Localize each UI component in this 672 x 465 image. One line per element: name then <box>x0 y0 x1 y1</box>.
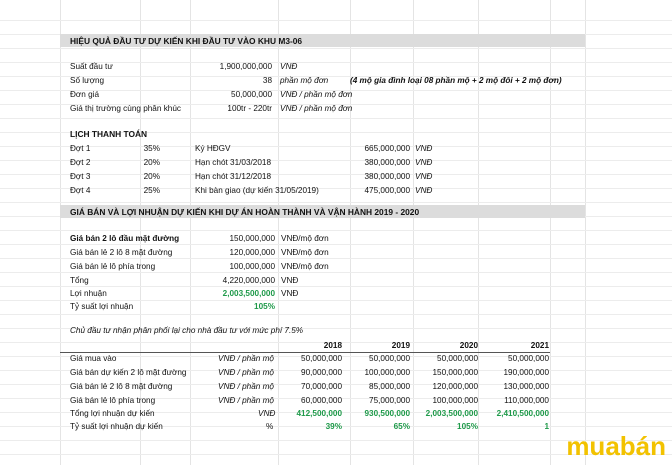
unit: VNĐ/mộ đơn <box>281 262 329 271</box>
cell: 50,000,000 <box>369 354 410 363</box>
value: 1,900,000,000 <box>219 62 272 71</box>
phase: Đợt 1 <box>70 144 91 153</box>
grid-line <box>278 0 279 465</box>
percent: 35% <box>143 144 160 153</box>
percent: 20% <box>143 158 160 167</box>
unit: phần mộ đơn <box>280 76 329 85</box>
grid-line <box>0 300 672 301</box>
cell: 412,500,000 <box>296 409 342 418</box>
unit: VNĐ / phần mộ <box>218 396 274 405</box>
label: Giá bán 2 lô đầu mặt đường <box>70 234 180 243</box>
label: Tỷ suất lợi nhuận dự kiến <box>70 422 163 431</box>
percent: 25% <box>143 186 160 195</box>
value: 100,000,000 <box>229 262 275 271</box>
label: Giá mua vào <box>70 354 117 363</box>
grid-line <box>478 0 479 465</box>
label: Giá bán lẻ 2 lô 8 mặt đường <box>70 382 173 391</box>
grid-line <box>0 314 672 315</box>
description: Hạn chót 31/03/2018 <box>195 158 272 167</box>
grid-line <box>0 20 672 21</box>
grid-line <box>350 0 351 465</box>
unit: VNĐ / phần mộ <box>218 354 274 363</box>
cell: 105% <box>457 422 478 431</box>
amount: 380,000,000 <box>364 158 410 167</box>
grid-line <box>0 230 672 231</box>
unit: VNĐ/mộ đơn <box>281 234 329 243</box>
phase: Đợt 2 <box>70 158 91 167</box>
grid-line <box>0 118 672 119</box>
grid-line <box>0 188 672 189</box>
amount: 665,000,000 <box>364 144 410 153</box>
value: 120,000,000 <box>229 248 275 257</box>
unit: VNĐ <box>415 158 433 167</box>
grid-line <box>0 146 672 147</box>
cell: 130,000,000 <box>503 382 549 391</box>
cell: 100,000,000 <box>432 396 478 405</box>
grid-line <box>0 286 672 287</box>
unit: VNĐ <box>280 62 298 71</box>
section-title: HIỆU QUẢ ĐẦU TƯ DỰ KIẾN KHI ĐẦU TƯ VÀO KHU M3-06 <box>70 36 303 46</box>
grid-line <box>413 0 414 465</box>
grid-line <box>0 272 672 273</box>
unit: VNĐ <box>415 172 433 181</box>
grid-line <box>0 258 672 259</box>
header-underline <box>60 352 550 353</box>
note: (4 mộ gia đình loại 08 phần mộ + 2 mộ đôi + 2 mộ đơn) <box>350 76 562 85</box>
year-header: 2018 <box>323 341 342 350</box>
section-title: GIÁ BÁN VÀ LỢI NHUẬN DỰ KIẾN KHI DỰ ÁN HOÀN THÀNH VÀ VẬN HÀNH 2019 - 2020 <box>70 207 420 217</box>
watermark-text: muabán <box>566 431 666 459</box>
value: 150,000,000 <box>229 234 275 243</box>
cell: 85,000,000 <box>369 382 410 391</box>
value: 100tr - 220tr <box>227 104 272 113</box>
section-title: LỊCH THANH TOÁN <box>70 129 148 139</box>
unit: VNĐ <box>281 276 299 285</box>
unit: VNĐ / phần mộ <box>218 368 274 377</box>
cell: 65% <box>393 422 410 431</box>
value: 105% <box>254 302 275 311</box>
grid-line <box>0 48 672 49</box>
distribution-note: Chủ đầu tư nhận phân phối lại cho nhà đầu tư với mức phí 7.5% <box>70 326 304 335</box>
cell: 75,000,000 <box>369 396 410 405</box>
grid-line <box>60 0 61 465</box>
value: 2,003,500,000 <box>222 289 275 298</box>
cell: 930,500,000 <box>364 409 410 418</box>
label: Tổng <box>70 276 89 285</box>
cell: 50,000,000 <box>437 354 478 363</box>
cell: 1 <box>544 422 549 431</box>
grid-line <box>550 0 551 465</box>
label: Số lượng <box>70 76 105 85</box>
grid-line <box>0 160 672 161</box>
cell: 120,000,000 <box>432 382 478 391</box>
percent: 20% <box>143 172 160 181</box>
cell: 50,000,000 <box>508 354 549 363</box>
label: Giá bán lẻ 2 lô 8 mặt đường <box>70 248 173 257</box>
label: Tỷ suất lợi nhuận <box>70 302 134 311</box>
phase: Đợt 3 <box>70 172 91 181</box>
cell: 39% <box>325 422 342 431</box>
grid-line <box>585 0 586 465</box>
unit: VNĐ / phần mộ <box>218 382 274 391</box>
amount: 380,000,000 <box>364 172 410 181</box>
label: Giá bán lẻ lô phía trong <box>70 396 156 405</box>
unit: VNĐ <box>258 409 276 418</box>
label: Giá bán lẻ lô phía trong <box>70 262 156 271</box>
grid-line <box>190 0 191 465</box>
description: Ký HĐGV <box>195 144 231 153</box>
phase: Đợt 4 <box>70 186 91 195</box>
unit: VNĐ <box>415 186 433 195</box>
grid-line <box>0 174 672 175</box>
cell: 150,000,000 <box>432 368 478 377</box>
unit: VNĐ <box>415 144 433 153</box>
cell: 70,000,000 <box>301 382 342 391</box>
description: Khi bàn giao (dự kiến 31/05/2019) <box>195 186 319 195</box>
label: Giá thị trường cùng phân khúc <box>70 104 181 113</box>
label: Đơn giá <box>70 90 100 99</box>
cell: 110,000,000 <box>504 396 549 405</box>
cell: 50,000,000 <box>301 354 342 363</box>
label: Giá bán dự kiến 2 lô mặt đường <box>70 368 187 377</box>
year-header: 2021 <box>530 341 549 350</box>
cell: 90,000,000 <box>301 368 342 377</box>
grid-line <box>0 202 672 203</box>
unit: VNĐ / phần mộ đơn <box>280 90 353 99</box>
label: Tổng lợi nhuận dự kiến <box>70 409 155 418</box>
cell: 190,000,000 <box>503 368 549 377</box>
unit: VNĐ <box>281 289 299 298</box>
value: 4,220,000,000 <box>222 276 275 285</box>
label: Suất đầu tư <box>70 62 113 71</box>
description: Hạn chót 31/12/2018 <box>195 172 272 181</box>
unit: VNĐ / phần mộ đơn <box>280 104 353 113</box>
cell: 2,410,500,000 <box>496 409 549 418</box>
year-header: 2020 <box>459 341 478 350</box>
muaban-watermark-logo <box>516 431 666 459</box>
year-header: 2019 <box>391 341 410 350</box>
cell: 2,003,500,000 <box>425 409 478 418</box>
label: Lợi nhuận <box>70 289 107 298</box>
grid-line <box>0 244 672 245</box>
cell: 100,000,000 <box>364 368 410 377</box>
unit: % <box>266 422 274 431</box>
value: 50,000,000 <box>231 90 272 99</box>
cell: 60,000,000 <box>301 396 342 405</box>
value: 38 <box>262 76 272 85</box>
unit: VNĐ/mộ đơn <box>281 248 329 257</box>
amount: 475,000,000 <box>364 186 410 195</box>
